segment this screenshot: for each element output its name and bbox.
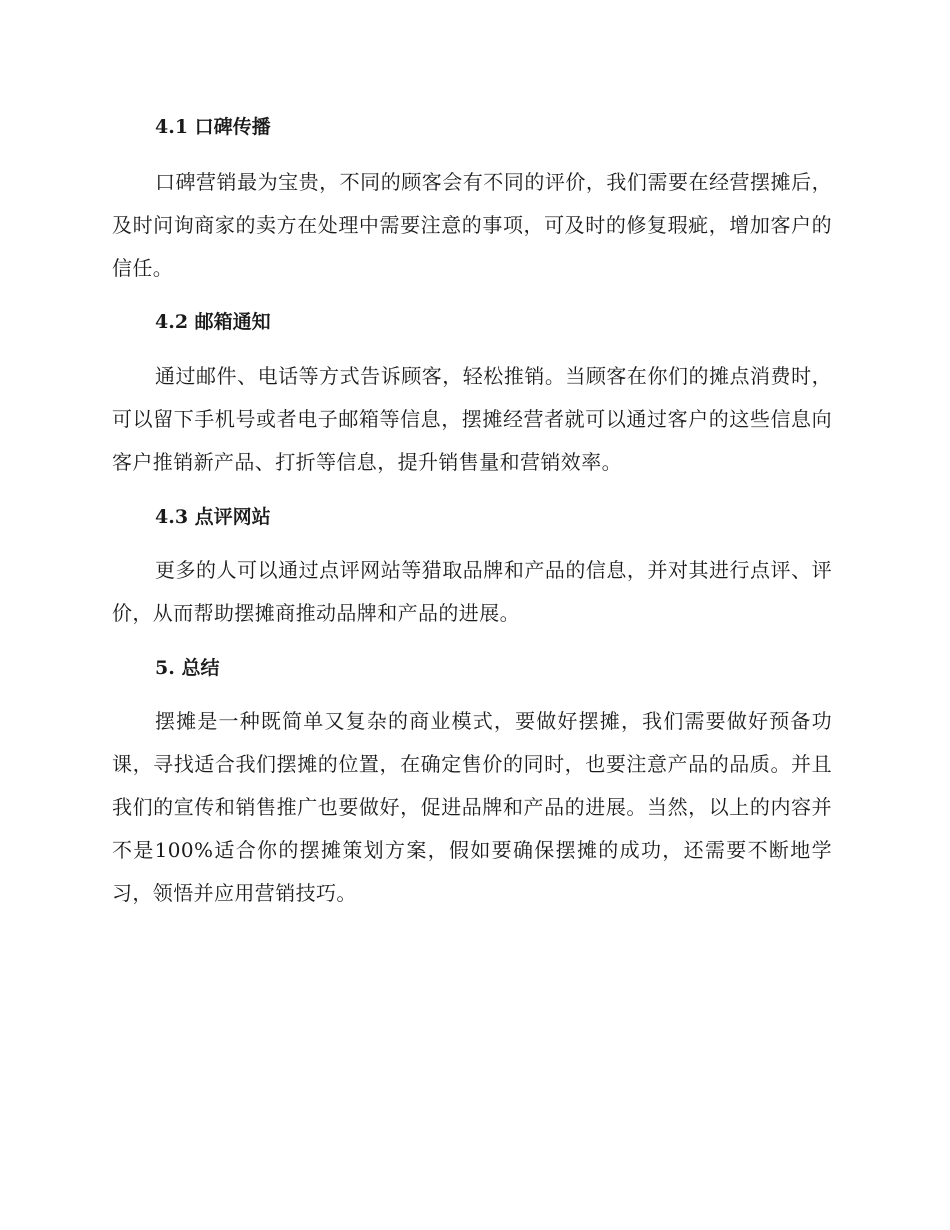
section-body-email-notice: 通过邮件、电话等方式告诉顾客，轻松推销。当顾客在你们的摊点消费时，可以留下手机号或者电子邮箱等信息，摆摊经营者就可以通过客户的这些信息向客户推销新产品、打折等信息，提升销售量和营销效率。 <box>112 364 832 474</box>
section-heading-email-notice: 4.2 邮箱通知 <box>155 311 271 333</box>
section-body-summary: 摆摊是一种既简单又复杂的商业模式，要做好摆摊，我们需要做好预备功课，寻找适合我们摆摊的位置，在确定售价的同时，也要注意产品的品质。并且我们的宣传和销售推广也要做好，促进品牌和产品的进展。当然，以上的内容并不是100%适合你的摆摊策划方案，假如要确保摆摊的成功，还需要不断地学习，领悟并应用营销技巧。 <box>112 709 832 905</box>
section-heading-summary: 5. 总结 <box>155 657 220 679</box>
section-body-word-of-mouth: 口碑营销最为宝贵，不同的顾客会有不同的评价，我们需要在经营摆摊后，及时问询商家的卖方在处理中需要注意的事项，可及时的修复瑕疵，增加客户的信任。 <box>112 170 832 280</box>
section-heading-review-sites: 4.3 点评网站 <box>155 506 271 528</box>
section-heading-word-of-mouth: 4.1 口碑传播 <box>155 116 271 138</box>
section-body-review-sites: 更多的人可以通过点评网站等猎取品牌和产品的信息，并对其进行点评、评价，从而帮助摆摊商推动品牌和产品的进展。 <box>112 558 832 625</box>
